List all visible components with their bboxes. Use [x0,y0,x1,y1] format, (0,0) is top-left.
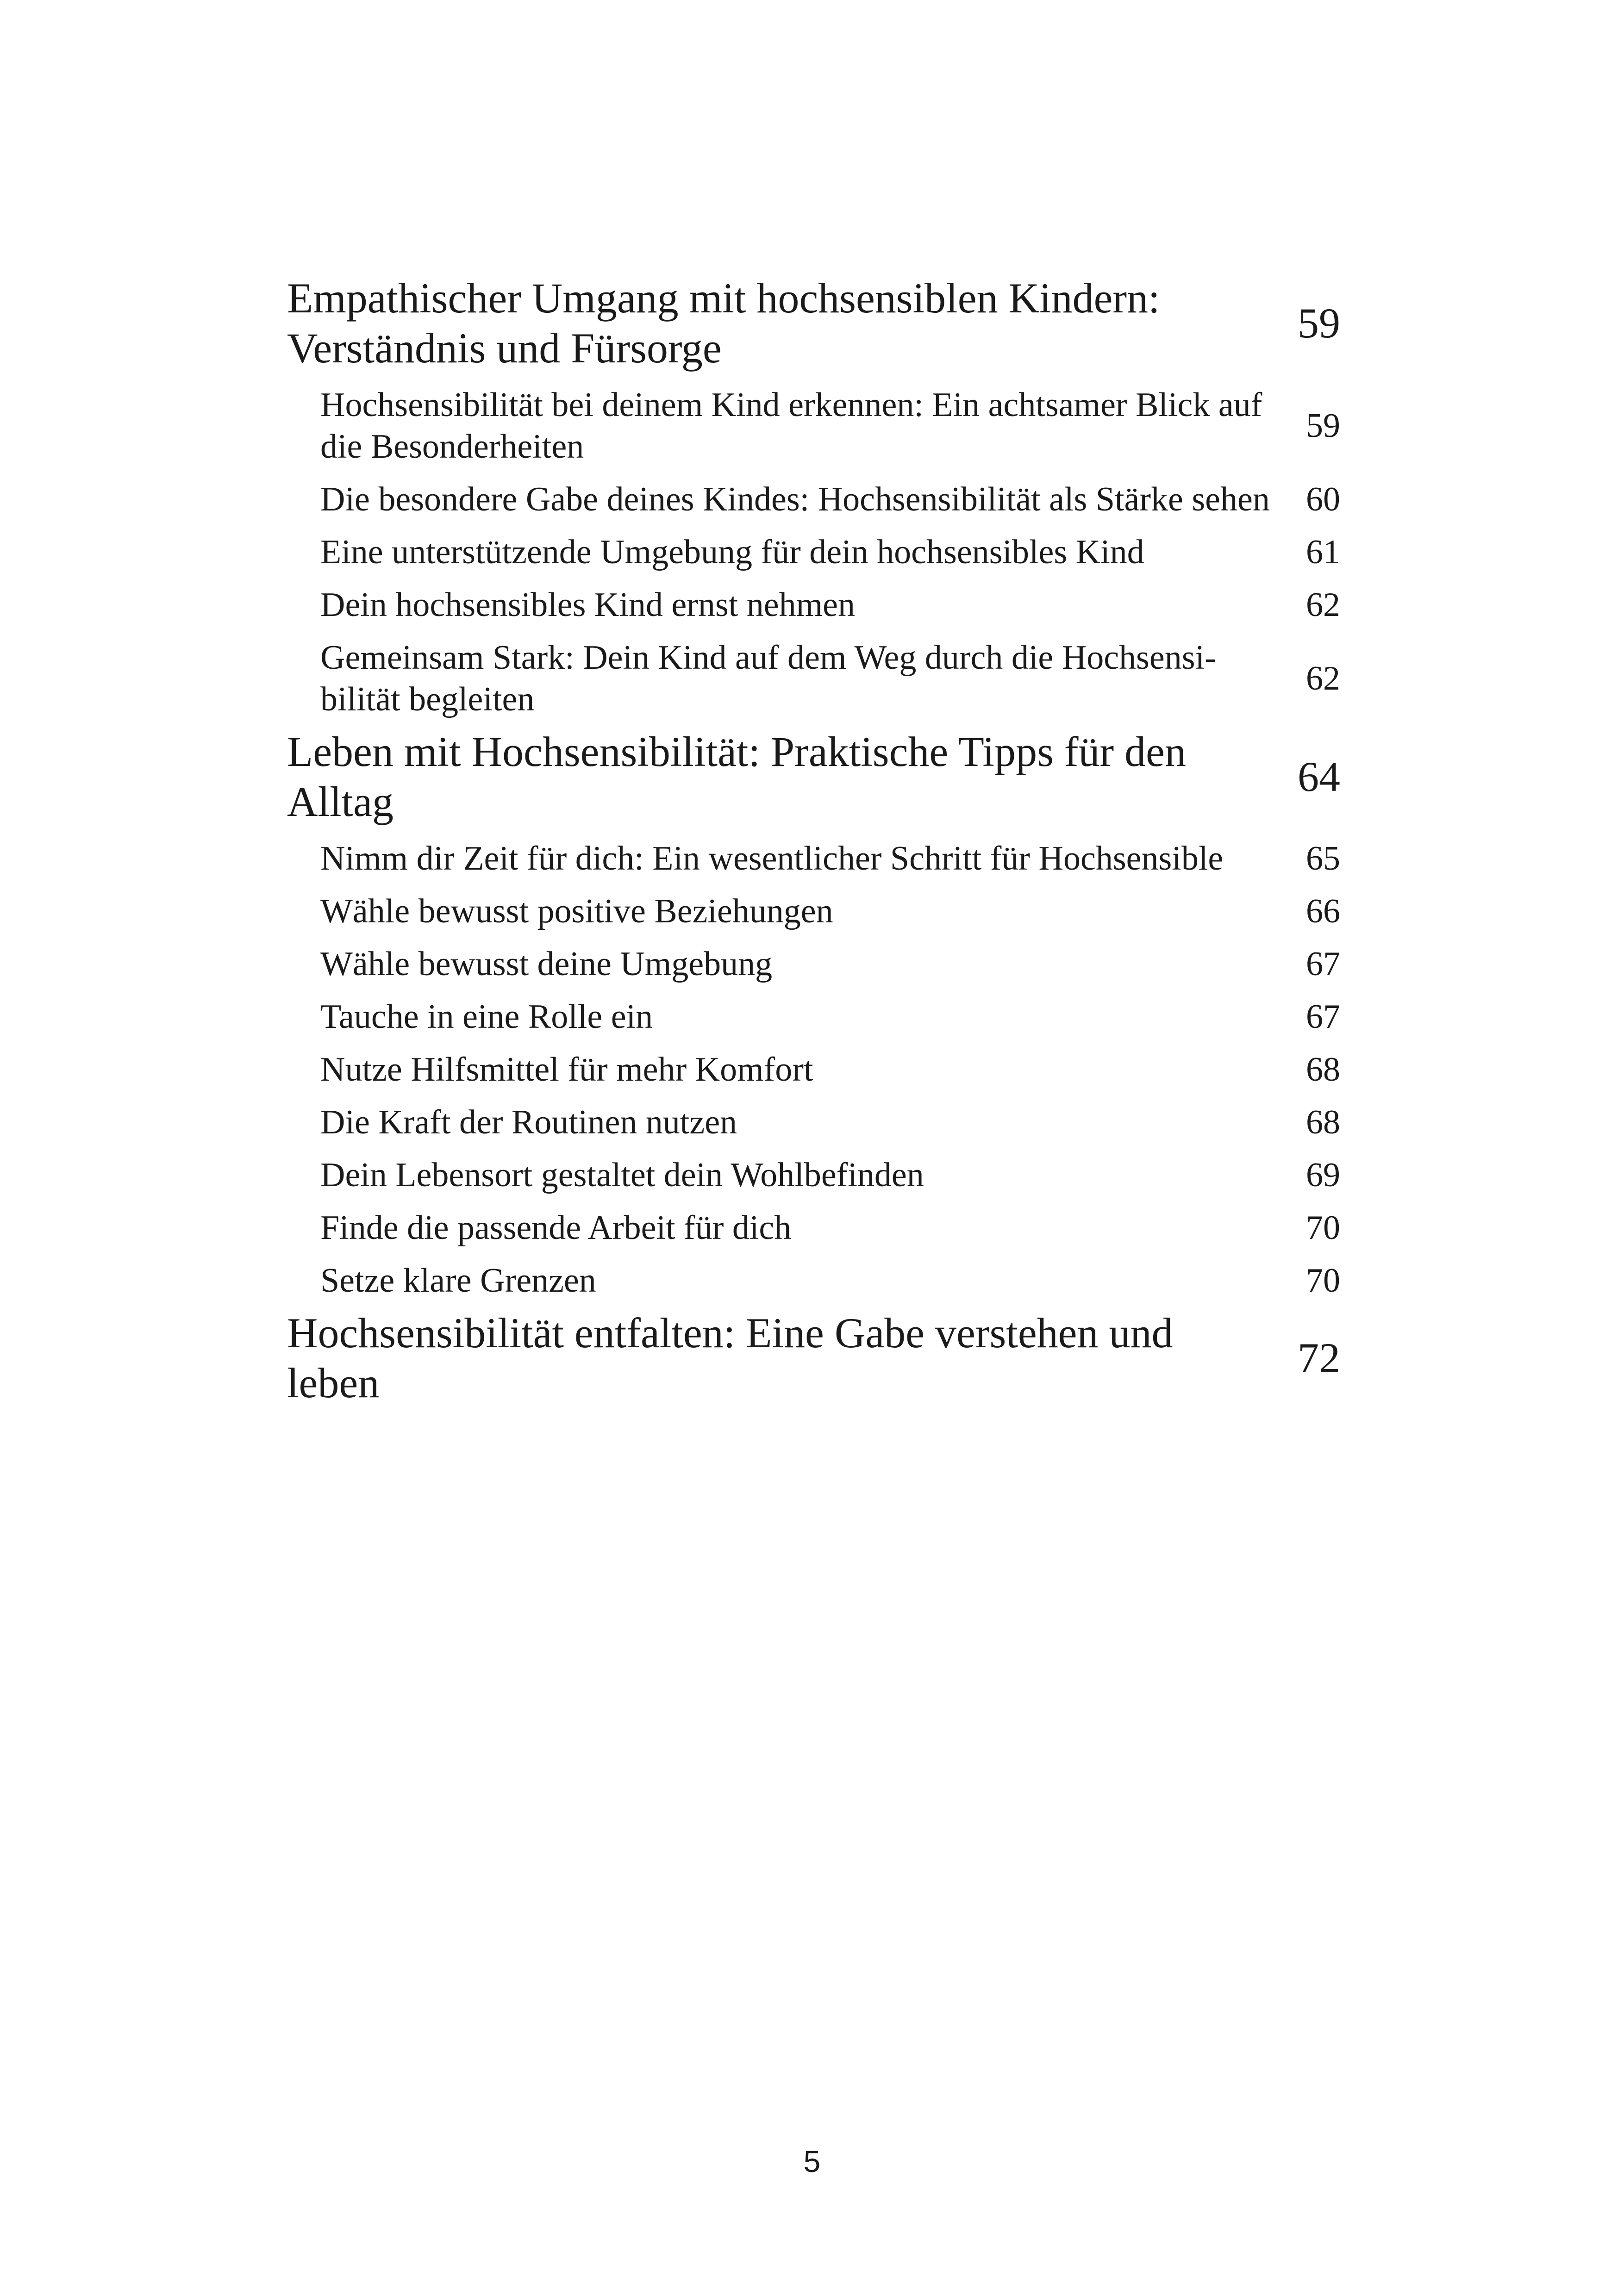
toc-entry-chapter[interactable] [287,1308,1340,1408]
toc-entry-section[interactable] [287,943,1340,985]
toc-entry-title: Setze klare Grenzen [320,1262,596,1300]
toc-entry-title: Dein Lebensort gestaltet dein Wohlbefinden [320,1156,924,1194]
toc-entry-title: Hochsensibilität entfalten: Eine Gabe verstehen und leben [287,1309,1173,1406]
toc-entry-section[interactable] [287,996,1340,1038]
toc-entry-title: Wähle bewusst positive Beziehungen [320,892,833,930]
toc-entry-title: Tauche in eine Rolle ein [320,998,653,1036]
toc-entry-page: 67 [1306,998,1340,1036]
toc-entry-chapter[interactable] [287,727,1340,827]
toc-entry-title: Die Kraft der Routinen nutzen [320,1103,737,1141]
toc-entry-page: 68 [1306,1103,1340,1141]
toc-entry-section[interactable] [287,838,1340,879]
toc-entry-page: 72 [1298,1334,1340,1381]
toc-entry-title: Finde die passende Arbeit für dich [320,1209,792,1247]
toc-entry-title: Die besondere Gabe deines Kindes: Hochsensibilität als Stärke sehen [320,480,1270,518]
toc-entry-page: 69 [1306,1156,1340,1194]
toc-entry-page: 65 [1306,840,1340,877]
toc-entry-section[interactable] [287,1207,1340,1249]
toc-entry-title: Nutze Hilfsmittel für mehr Komfort [320,1051,813,1089]
toc-entry-section[interactable] [287,890,1340,932]
toc-entry-section[interactable] [287,1049,1340,1090]
toc-entry-title: Dein hochsensibles Kind ernst nehmen [320,586,855,624]
toc-entry-title: Empathischer Umgang mit hochsensiblen Kindern: Verständnis und Fürsorge [287,274,1160,372]
toc-entry-page: 67 [1306,945,1340,983]
toc-entry-page: 70 [1306,1209,1340,1247]
toc-entry-page: 62 [1306,660,1340,697]
toc-entry-section[interactable] [287,384,1340,467]
toc-entry-section[interactable] [287,584,1340,626]
toc-entry-section[interactable] [287,1101,1340,1143]
toc-entry-page: 62 [1306,586,1340,624]
toc-entry-title: Leben mit Hochsensibilität: Praktische Tipps für den Alltag [287,728,1187,825]
toc-entry-page: 59 [1306,407,1340,445]
toc-entry-title: Nimm dir Zeit für dich: Ein wesentlicher Schritt für Hochsensible [320,840,1224,877]
toc-entry-page: 60 [1306,480,1340,518]
toc-entry-title: Gemeinsam Stark: Dein Kind auf dem Weg durch die Hochsensibilität begleiten [320,639,1216,718]
toc-entry-title: Eine unterstützende Umgebung für dein hochsensibles Kind [320,533,1144,571]
table-of-contents [287,273,1340,1408]
toc-entry-section[interactable] [287,531,1340,573]
toc-entry-page: 59 [1298,299,1340,347]
toc-entry-title: Hochsensibilität bei deinem Kind erkennen: Ein achtsamer Blick auf die Besonderheiten [320,386,1262,466]
toc-entry-page: 68 [1306,1051,1340,1089]
toc-entry-section[interactable] [287,637,1340,720]
toc-entry-chapter[interactable] [287,273,1340,373]
toc-entry-title: Wähle bewusst deine Umgebung [320,945,773,983]
toc-entry-page: 66 [1306,892,1340,930]
page-number: 5 [803,2144,821,2178]
toc-entry-page: 64 [1298,753,1340,800]
toc-entry-page: 70 [1306,1262,1340,1300]
toc-entry-section[interactable] [287,1260,1340,1301]
toc-entry-section[interactable] [287,1154,1340,1196]
toc-entry-page: 61 [1306,533,1340,571]
toc-entry-section[interactable] [287,479,1340,520]
